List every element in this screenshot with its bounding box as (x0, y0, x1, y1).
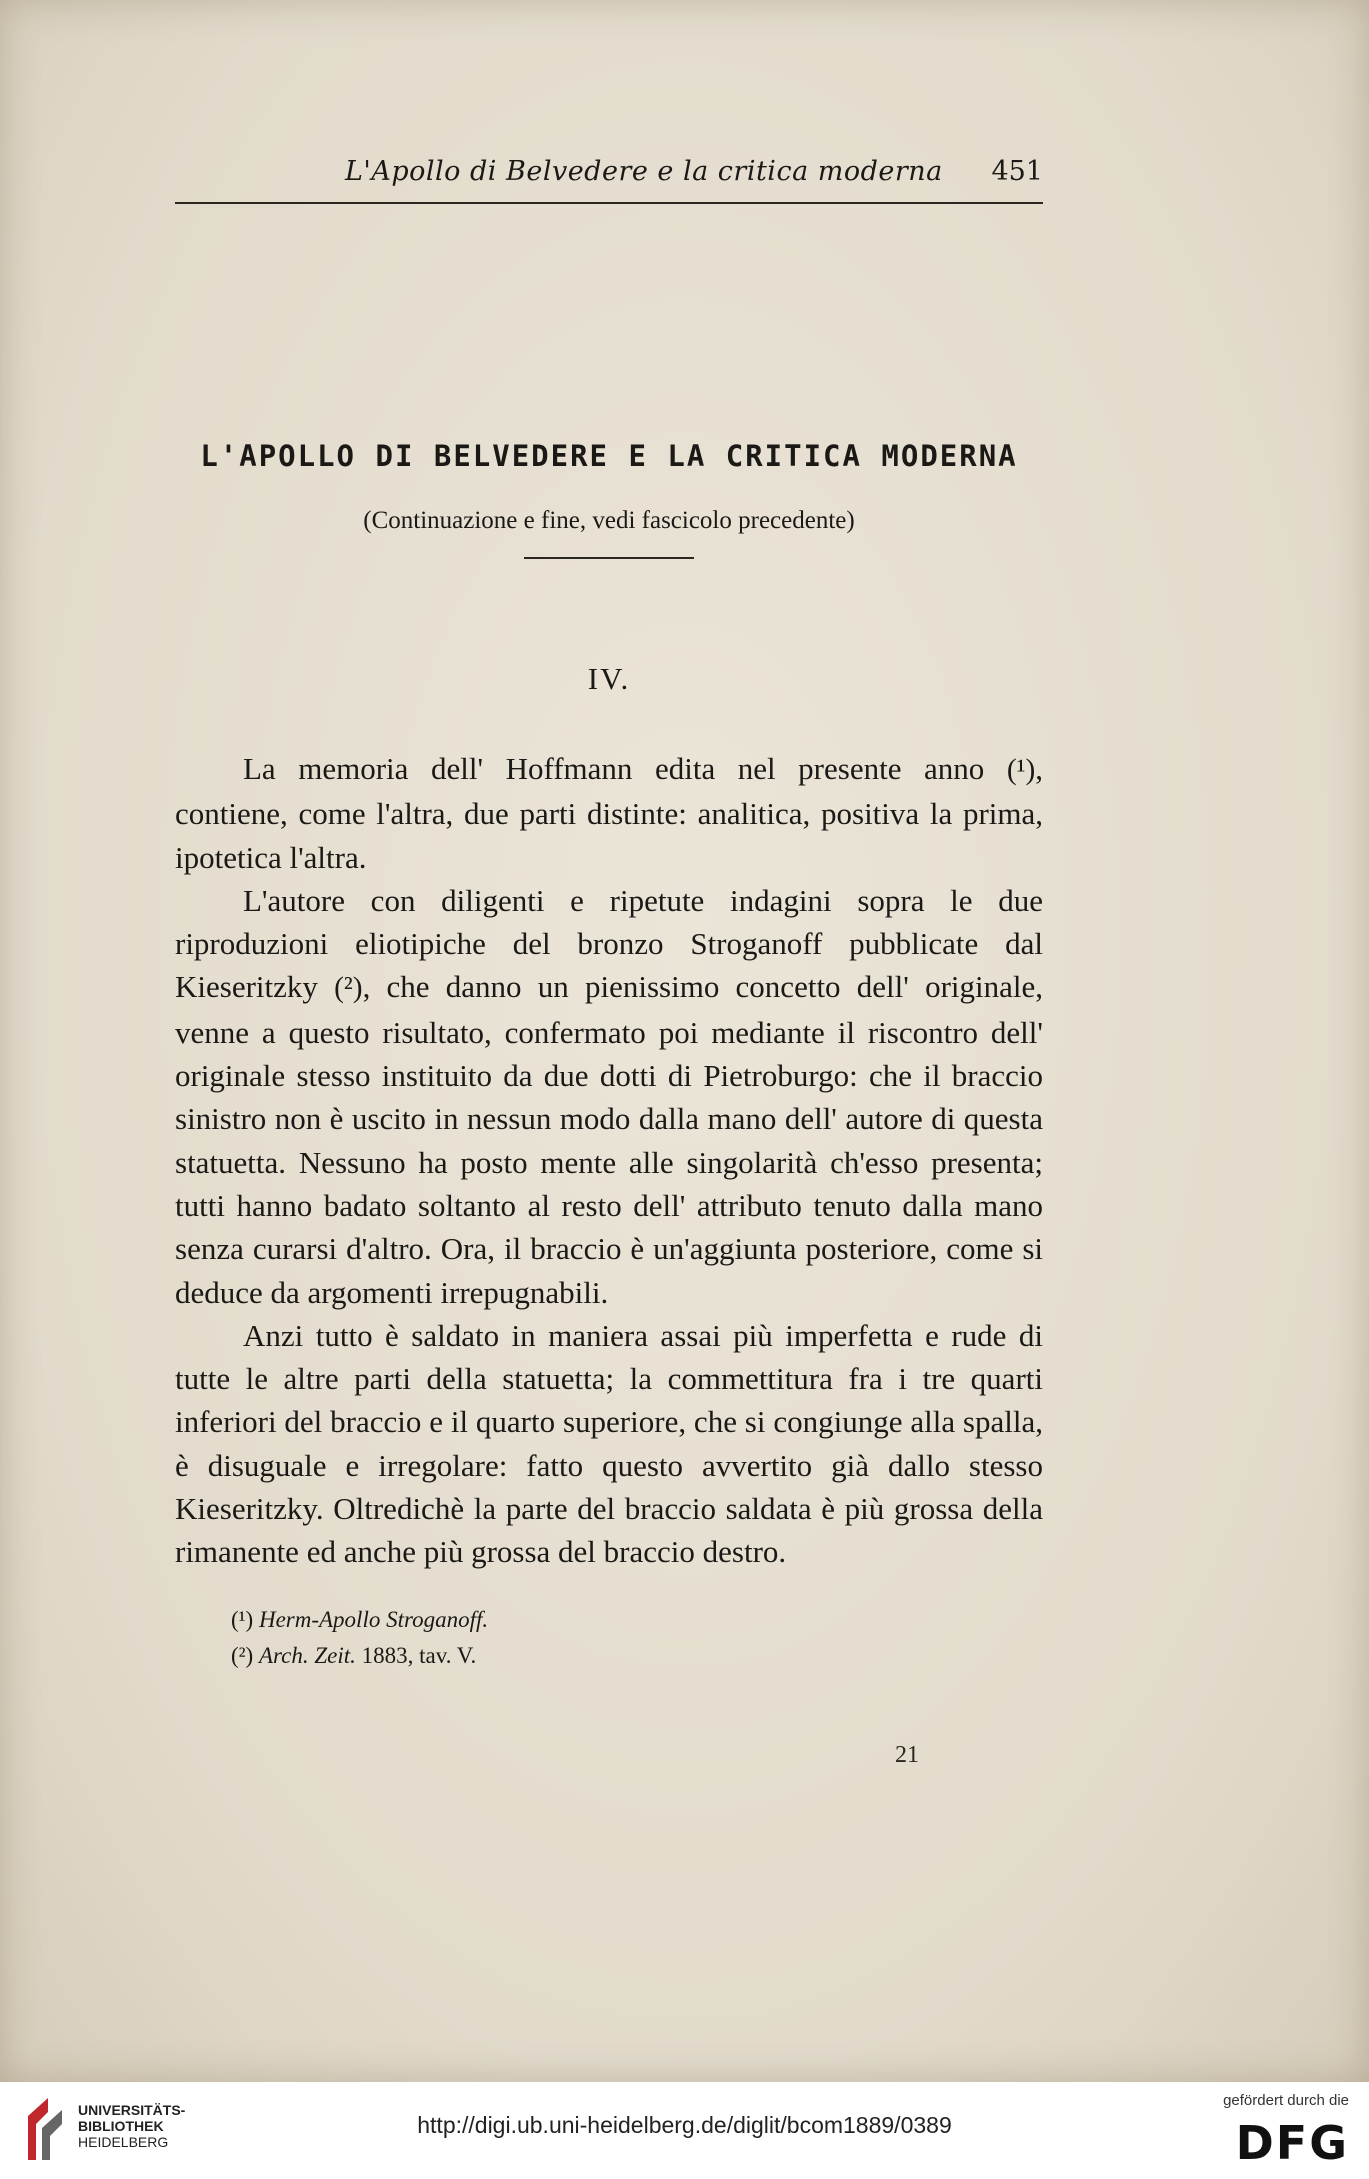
footnotes (175, 1602, 1043, 1674)
footnote-reference: (²) (334, 972, 363, 1005)
footnote-reference: (¹) (1006, 754, 1036, 786)
paragraph: La memoria dell' Hoffmann edita nel presente anno (¹), contiene, come l'altra, due parti distinte: analitica, positiva la prima, ipotetica l'altra. (175, 751, 1043, 875)
running-head-title: L'Apollo di Belvedere e la critica moderna (345, 156, 943, 187)
title-rule (524, 557, 694, 559)
paragraph: L'autore con diligenti e ripetute indagini sopra le due riproduzioni eliotipiche del bronzo Stroganoff pubblicate dal Kieseritzky (²), che danno un pienissimo concetto dell' originale, venne a questo risultato, confermato poi mediante il riscontro dell' originale stesso instituito da due dotti di Pietroburgo: che il braccio sinistro non è uscito in nessun modo dalla mano dell' autore di questa statuetta. Nessuno ha posto mente alle singolarità ch'esso presenta; tutti hanno badato soltanto al resto dell' attributo tenuto dalla mano senza curarsi d'altro. Ora, il braccio è un'aggiunta posteriore, come si deduce da argomenti irrepugnabili. (175, 882, 1044, 1310)
body-text (175, 747, 1043, 1574)
funding-note: gefördert durch die (1223, 2092, 1349, 2109)
footnote: (¹) Herm-Apollo Stroganoff. (231, 1606, 489, 1632)
page-content (175, 150, 1043, 1674)
library-name: UNIVERSITÄTS- BIBLIOTHEK HEIDELBERG (78, 2102, 186, 2150)
article-subtitle: (Continuazione e fine, vedi fascicolo precedente) (363, 507, 855, 534)
source-url[interactable]: http://digi.ub.uni-heidelberg.de/diglit/bcom1889/0389 (417, 2112, 952, 2138)
footer-bar (0, 2082, 1369, 2179)
running-head (175, 150, 1043, 192)
page-number: 451 (991, 156, 1043, 187)
dfg-logo: DFG (1235, 2116, 1349, 2170)
section-number: IV. (587, 661, 631, 696)
article-title: L'APOLLO DI BELVEDERE E LA CRITICA MODERNA (200, 439, 1018, 473)
paragraph: Anzi tutto è saldato in maniera assai più imperfetta e rude di tutte le altre parti della statuetta; la commettitura fra i tre quarti inferiori del braccio e il quarto superiore, che si congiunge alla spalla, è disuguale e irregolare: fatto questo avvertito già dallo stesso Kieseritzky. Oltredichè la parte del braccio saldata è più grossa della rimanente ed anche più grossa del braccio destro. (175, 1317, 1043, 1570)
signature-mark: 21 (895, 1742, 919, 1768)
header-rule (175, 202, 1043, 204)
footnote: (²) Arch. Zeit. 1883, tav. V. (231, 1642, 477, 1668)
